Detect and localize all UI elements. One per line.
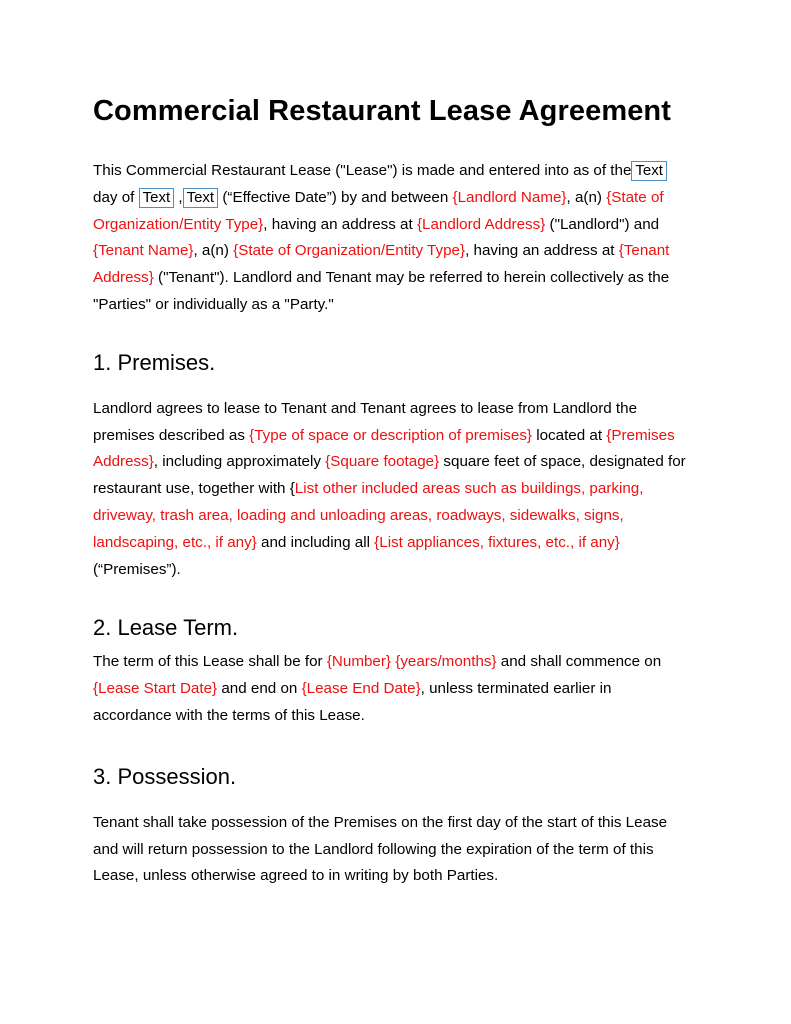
effective-date-field-3[interactable]: Text [183,188,219,208]
placeholder-included-areas: List other included areas such as buildings, parking, driveway, trash area, loading and unloading areas, roadways, sidewalks, signs, landscaping, etc., if any} [93,480,644,551]
premises-text: Landlord agrees to lease to Tenant and Tenant agrees to lease from Landlord the premises described as [93,399,638,444]
document-title: Commercial Restaurant Lease Agreement [93,95,672,127]
premises-text: located at [531,426,607,444]
placeholder-years-months: {years/months} [395,653,497,671]
placeholder-landlord-address: {Landlord Address} [416,215,546,233]
section-heading-premises: 1. Premises. [93,349,216,375]
placeholder-tenant-address: {Tenant Address} [93,242,670,287]
placeholder-lease-end-date: {Lease End Date} [301,680,421,698]
placeholder-premises-address: {Premises Address} [93,426,675,471]
effective-date-field-2[interactable]: Text [139,188,175,208]
intro-text: , a(n) [193,242,234,260]
intro-text: , [178,188,183,206]
document-page [93,90,693,890]
intro-text: , a(n) [566,188,607,206]
placeholder-tenant-entity-type: {State of Organization/Entity Type} [233,242,466,260]
premises-text: , including approximately [153,453,326,471]
intro-text: ("Tenant"). Landlord and Tenant may be referred to herein collectively as the "Parties" or individually as a "Party." [93,269,670,313]
intro-text: , having an address at [465,242,619,260]
term-text: and end on [217,680,302,698]
placeholder-square-footage: {Square footage} [325,453,440,471]
section-heading-lease-term: 2. Lease Term. [93,615,239,641]
premises-text: (“Premises”). [93,560,181,578]
placeholder-appliances: {List appliances, fixtures, etc., if any} [374,533,620,551]
placeholder-space-description: {Type of space or description of premises} [249,426,532,444]
section-heading-possession: 3. Possession. [93,763,237,789]
placeholder-number: {Number} [326,653,392,671]
placeholder-landlord-entity-type: {State of Organization/Entity Type} [93,188,664,233]
intro-text: This Commercial Restaurant Lease ("Lease") is made and entered into as of the [93,162,632,179]
intro-paragraph [93,158,693,319]
term-text: The term of this Lease shall be for [93,653,327,671]
placeholder-tenant-name: {Tenant Name} [93,242,194,260]
placeholder-lease-start-date: {Lease Start Date} [93,680,218,698]
term-text: and shall commence on [496,653,662,671]
premises-text: square feet of space, designated for restaurant use, together with { [93,453,686,498]
lease-term-paragraph [93,649,693,729]
intro-text: , having an address at [263,215,417,233]
term-text: , unless terminated earlier in accordance with the terms of this Lease. [93,680,612,724]
possession-paragraph: Tenant shall take possession of the Premises on the first day of the start of this Lease and will return possession to the Landlord following the expiration of the term of this Lease, unless otherwise agreed to in writing by both Parties. [93,813,668,885]
premises-text: and including all [256,533,375,551]
intro-text: day of [93,188,135,206]
effective-date-field-1[interactable]: Text [631,161,667,181]
placeholder-landlord-name: {Landlord Name} [452,188,567,206]
premises-paragraph [93,396,693,584]
intro-text: ("Landlord") and [545,215,660,233]
intro-text: (“Effective Date”) by and between [218,188,453,206]
